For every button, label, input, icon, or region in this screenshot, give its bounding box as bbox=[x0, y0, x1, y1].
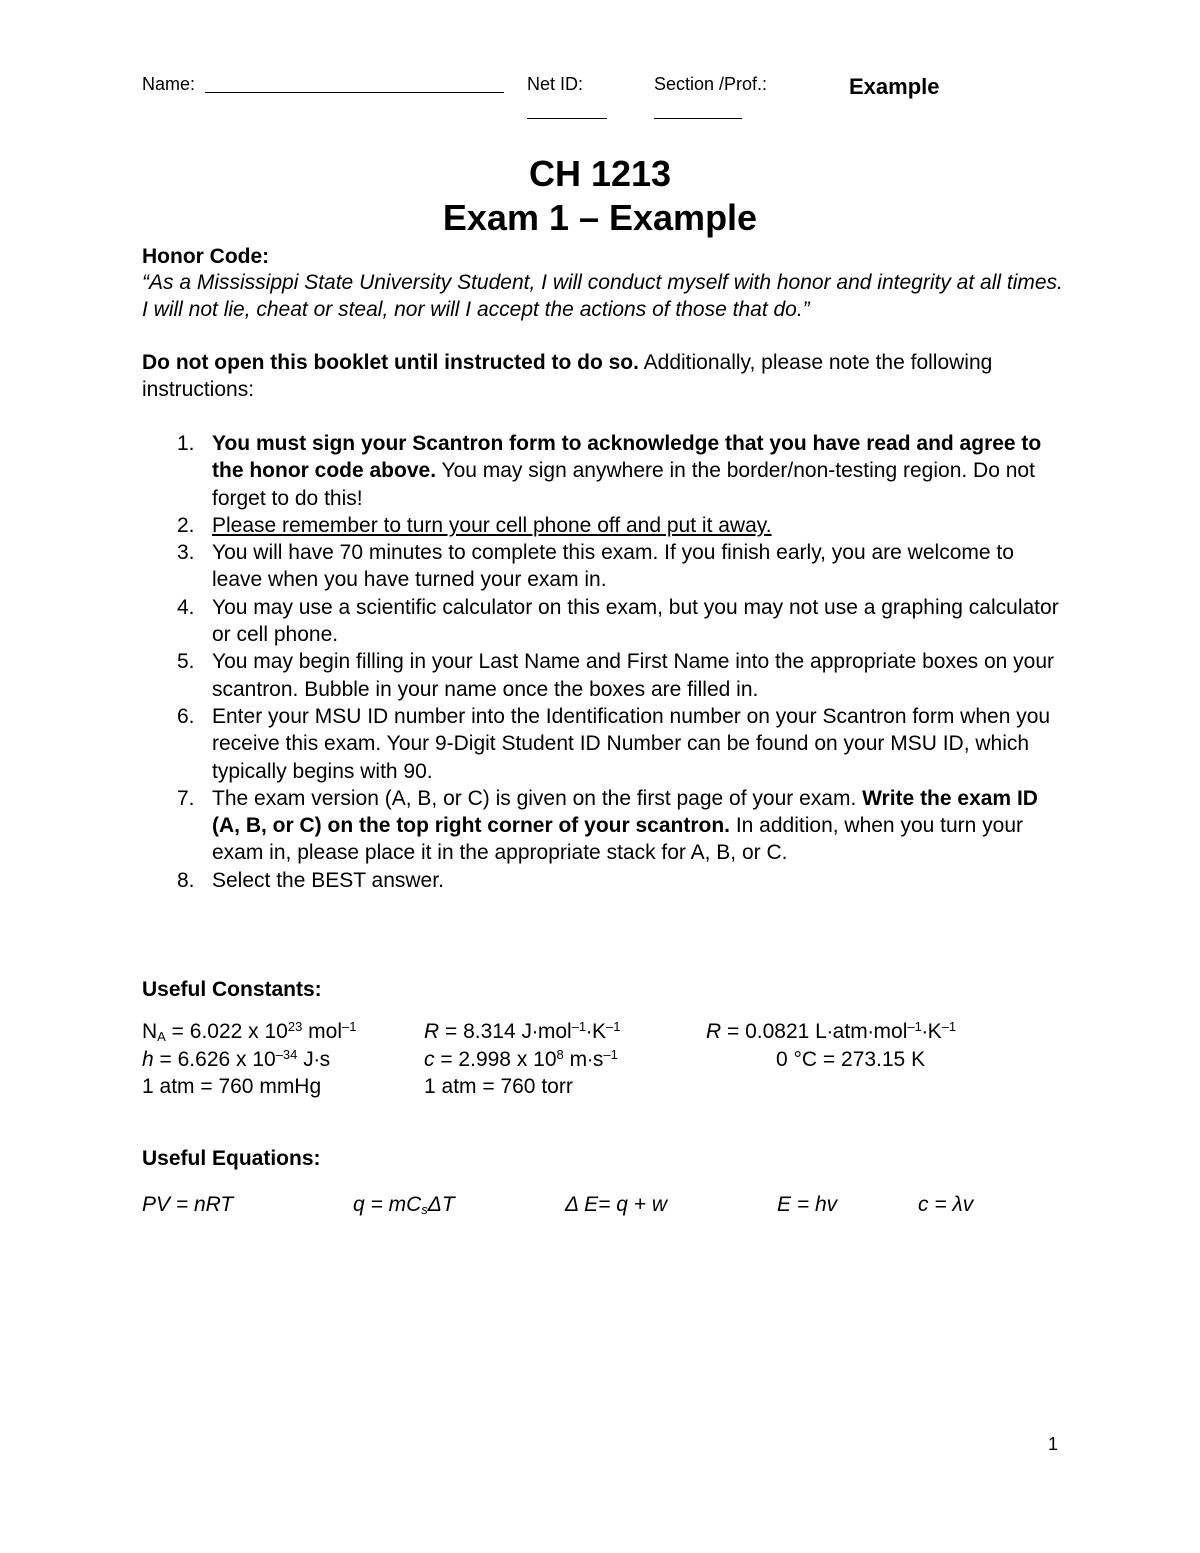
constant-atm-torr: 1 atm = 760 torr bbox=[424, 1075, 573, 1098]
instruction-text: Enter your MSU ID number into the Identification number on your Scantron form when you receive this exam. Your 9-Digit Student ID Number can be found on your MSU ID, which typically begins with 90. bbox=[212, 704, 1051, 783]
equation-photon-energy: E = hv bbox=[777, 1193, 838, 1216]
item-number: 1. bbox=[177, 432, 195, 455]
notice-bold: Do not open this booklet until instructed to do so. bbox=[142, 351, 639, 374]
instructions-list bbox=[142, 430, 1062, 894]
instruction-text: You will have 70 minutes to complete this exam. If you finish early, you are welcome to leave when you have turned your exam in. bbox=[212, 541, 1014, 592]
section-field[interactable] bbox=[654, 100, 742, 119]
instruction-text: The exam version (A, B, or C) is given on the first page of your exam. bbox=[212, 786, 863, 810]
constant-light-speed: c = 2.998 x $10^8$ $m\cdot s^{-1}$ bbox=[424, 1047, 618, 1071]
instruction-text: Select the BEST answer. bbox=[212, 868, 444, 892]
constants-heading: Useful Constants: bbox=[142, 978, 322, 1001]
instruction-text: You may use a scientific calculator on this exam, but you may not use a graphing calculator or cell phone. bbox=[212, 595, 1059, 647]
netid-label: Net ID: bbox=[527, 74, 584, 94]
list-item bbox=[142, 648, 1062, 703]
notice-rest: Additionally, please note the following instructions: bbox=[142, 351, 993, 401]
page-number: 1 bbox=[1048, 1434, 1059, 1454]
list-item bbox=[142, 594, 1062, 649]
honor-code-heading: Honor Code: bbox=[142, 245, 270, 268]
constant-atm-mmhg: 1 atm = 760 mmHg bbox=[142, 1075, 322, 1098]
netid-field[interactable] bbox=[527, 100, 607, 119]
notice-paragraph bbox=[142, 349, 1042, 403]
instruction-bold: Write the exam ID (A, B, or C) on the top right corner of your scantron. bbox=[212, 786, 1038, 838]
constant-avogadro: $N_A = 6.022$ x $10^{23}$ mol$^{-1}$ bbox=[142, 1019, 357, 1044]
constant-zero-celsius: 0 °C = 273.15 K bbox=[776, 1048, 926, 1071]
item-number: 3. bbox=[177, 541, 195, 565]
instruction-text: Please remember to turn your cell phone off and put it away. bbox=[212, 513, 772, 537]
section-label: Section /Prof.: bbox=[654, 74, 768, 94]
equation-energy-change: Δ E= q + w bbox=[565, 1193, 668, 1216]
constant-planck: h = 6.626 x $10^{-34}$ J∙s bbox=[142, 1047, 331, 1071]
exam-title: Exam 1 – Example bbox=[442, 197, 758, 238]
instruction-text: You may sign anywhere in the border/non-testing region. Do not forget to do this! bbox=[212, 459, 1035, 510]
instruction-bold: You must sign your Scantron form to acknowledge that you have read and agree to the honor code above. bbox=[212, 432, 1042, 483]
honor-code-text: “As a Mississippi State University Student, I will conduct myself with honor and integrity at all times. I will not lie, cheat or steal, nor will I accept the actions of those that do.” bbox=[142, 271, 1063, 321]
instruction-text: You may begin filling in your Last Name and First Name into the appropriate boxes on your scantron. Bubble in your name once the boxes are filled in. bbox=[212, 650, 1055, 701]
constant-gas-r-joule: R = 8.314 $J\cdot mol^{-1}\cdot K^{-1}$ bbox=[424, 1019, 621, 1043]
instruction-text: In addition, when you turn your exam in, please place it in the appropriate stack for A, B, or C. bbox=[212, 814, 1024, 865]
item-number: 4. bbox=[177, 595, 195, 619]
equations-heading: Useful Equations: bbox=[142, 1147, 321, 1170]
equation-heat: $q = mC_s\Delta T$ bbox=[353, 1193, 455, 1217]
item-number: 8. bbox=[177, 868, 195, 892]
list-item bbox=[142, 512, 1062, 539]
name-field[interactable] bbox=[205, 72, 504, 93]
list-item bbox=[142, 867, 1062, 894]
item-number: 7. bbox=[177, 786, 195, 810]
item-number: 6. bbox=[177, 704, 195, 728]
equation-wave-speed: c = λv bbox=[918, 1193, 974, 1216]
equation-ideal-gas: PV = nRT bbox=[142, 1193, 234, 1216]
list-item bbox=[142, 785, 1062, 867]
name-label: Name: bbox=[142, 74, 196, 94]
item-number: 2. bbox=[177, 513, 195, 537]
list-item bbox=[142, 703, 1062, 785]
constant-gas-r-atm: R = 0.0821 $L\cdot atm\cdot mol^{-1}\cdot K^{-1}$ bbox=[706, 1019, 957, 1043]
list-item bbox=[142, 430, 1062, 512]
exam-version: Example bbox=[849, 74, 940, 99]
item-number: 5. bbox=[177, 650, 195, 674]
list-item bbox=[142, 539, 1062, 594]
course-title: CH 1213 bbox=[528, 153, 672, 194]
